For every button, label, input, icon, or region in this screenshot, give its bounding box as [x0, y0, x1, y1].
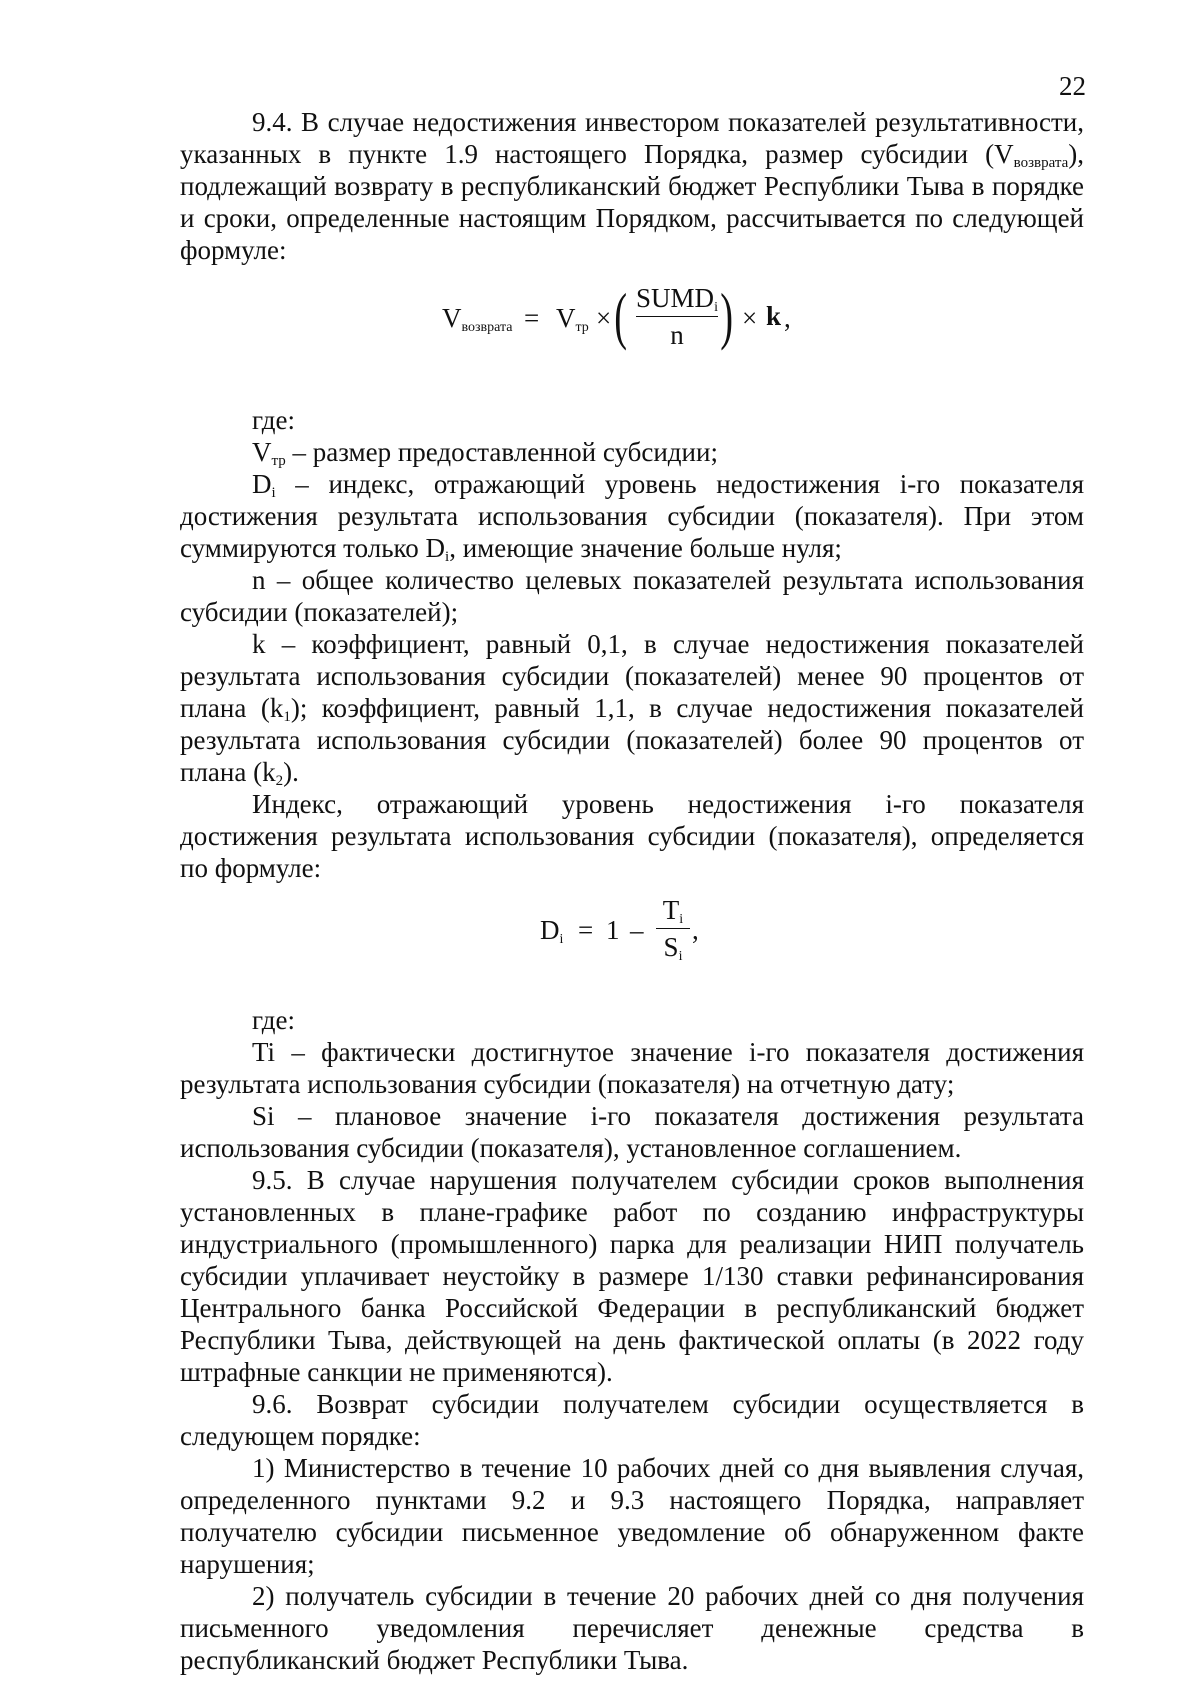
formula1-fraction: [636, 282, 718, 351]
formula2-denominator: $S_i$: [663, 932, 683, 964]
def-k: k – коэффициент, равный 0,1, в случае недостижения показателей результата использования субсидии (показателей) менее 90 процентов от плана $(k_1)$; коэффициент, равный 1,1, в случае недостижения показателей результата использования субсидии (показателей) более 90 процентов от плана $(k_2)$.: [180, 629, 1084, 789]
formula2-minus: –: [630, 915, 644, 945]
formula1-right-paren: ): [720, 280, 734, 351]
paragraph-9-6-item-1: 1) Министерство в течение 10 рабочих дней со дня выявления случая, определенного пунктами 9.2 и 9.3 настоящего Порядка, направляет получателю субсидии письменное уведомление об обнаруженном факте нарушения;: [180, 1453, 1084, 1579]
formula-return: [180, 266, 1084, 356]
paragraph-9-6-item-2: 2) получатель субсидии в течение 20 рабочих дней со дня получения письменного уведомления перечисляет денежные средства в республиканский бюджет Республики Тыва.: [180, 1581, 1084, 1675]
formula1-v: $V_{возврата}$: [442, 303, 513, 335]
where-label-2: где:: [252, 1005, 295, 1035]
formula1-left-paren: (: [614, 280, 628, 351]
formula1-comma: ,: [784, 303, 791, 333]
formula1-times2: ×: [742, 303, 758, 333]
v-return-subscript: возврата: [1013, 155, 1069, 171]
def-ti: Ti – фактически достигнутое значение i-го показателя достижения результата использования субсидии (показателя) на отчетную дату;: [180, 1037, 1084, 1099]
p94-text-end: ), подлежащий возврату в республиканский бюджет Республики Тыва в порядке и сроки, определенные настоящим Порядком, рассчитывается по следующей формуле:: [180, 139, 1084, 265]
page-number: 22: [1059, 71, 1086, 101]
formula1-numerator: $SUMD_i$: [636, 283, 718, 315]
def-n: n – общее количество целевых показателей результата использования субсидии (показателей);: [180, 565, 1084, 627]
document-body: [180, 106, 1084, 1676]
formula2-fraction: [656, 894, 690, 963]
formula2-comma: ,: [692, 915, 699, 945]
formula1-eq: =: [524, 303, 540, 333]
formula-index: [180, 884, 1084, 992]
formula1-vtr: $V_{тр}$: [556, 303, 589, 335]
formula1-denominator: n: [670, 320, 684, 350]
formula2-d: $D_i$: [540, 915, 564, 947]
formula2-one: 1: [606, 915, 620, 945]
paragraph-9-6: 9.6. Возврат субсидии получателем субсидии осуществляется в следующем порядке:: [180, 1389, 1084, 1451]
paragraph-9-5: 9.5. В случае нарушения получателем субсидии сроков выполнения установленных в плане-графике работ по созданию инфраструктуры индустриального (промышленного) парка для реализации НИП получатель субсидии уплачивает неустойку в размере 1/130 ставки рефинансирования Центрального банка Российской Федерации в республиканский бюджет Республики Тыва, действующей на день фактической оплаты (в 2022 году штрафные санкции не применяются).: [180, 1165, 1084, 1387]
p94-text: 9.4. В случае недостижения инвестором показателей результативности, указанных в пункте 1.9 настоящего Порядка, размер субсидии (V: [180, 107, 1084, 169]
where-label-1: где:: [252, 405, 295, 435]
formula2-numerator: $T_i$: [662, 895, 684, 927]
index-paragraph: Индекс, отражающий уровень недостижения i-го показателя достижения результата использования субсидии (показателя), определяется по формуле:: [180, 789, 1084, 883]
def-vtr: $V_{тр}$ – размер предоставленной субсидии;: [252, 437, 718, 469]
fraction-bar-2: [656, 928, 690, 929]
fraction-bar: [636, 316, 718, 317]
formula2-eq: =: [578, 915, 594, 945]
def-si: Si – плановое значение i-го показателя достижения результата использования субсидии (показателя), установленное соглашением.: [180, 1101, 1084, 1163]
paragraph-9-4: [180, 106, 1084, 266]
def-di: $D_i$ – индекс, отражающий уровень недостижения i-го показателя достижения результата использования субсидии (показателя). При этом суммируются только $D_i$, имеющие значение больше нуля;: [180, 469, 1084, 565]
formula1-k: k: [766, 301, 782, 331]
formula1-times1: ×: [596, 303, 612, 333]
